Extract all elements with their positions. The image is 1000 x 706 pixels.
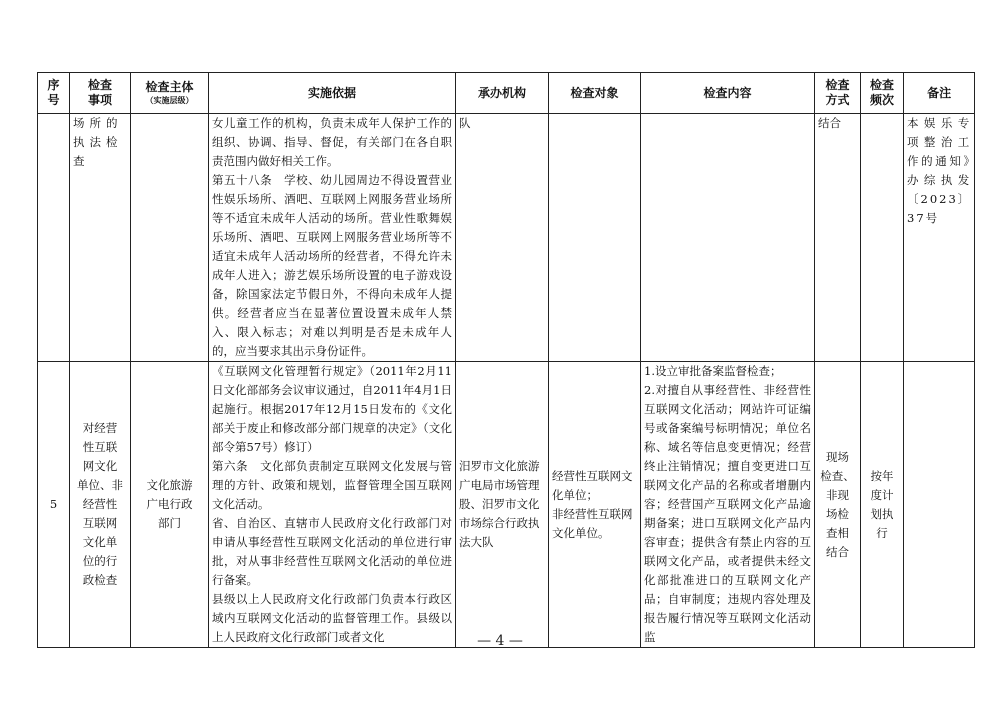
- header-frequency: 检查 频次: [861, 73, 904, 114]
- header-subject-sub: （实施层级）: [145, 95, 194, 105]
- header-item: 检查 事项: [70, 73, 131, 114]
- cell-note: 本娱乐专项整治工作的通知》办综执发〔2023〕37号: [904, 114, 975, 362]
- cell-seq: 5: [38, 362, 70, 648]
- table-header-row: [38, 73, 975, 114]
- cell-agency: 队: [456, 114, 549, 362]
- header-content: 检查内容: [641, 73, 815, 114]
- cell-method: 现场 检查、 非现 场检 查相 结合: [815, 362, 861, 648]
- cell-subject: 文化旅游 广电行政 部门: [131, 362, 209, 648]
- cell-frequency: 按年 度计 划执 行: [861, 362, 904, 648]
- cell-frequency: [861, 114, 904, 362]
- cell-basis: 女儿童工作的机构，负责未成年人保护工作的组织、协调、指导、督促，有关部门在各自职责范围内做好相关工作。 第五十八条 学校、幼儿园周边不得设置营业性娱乐场所、酒吧、互联网上网服务营业场所等不适宜未成年人活动的场所。营业性歌舞娱乐场所、酒吧、互联网上网服务营业场所等不适宜未成年人活动场所的经营者，不得允许未成年人进入；游艺娱乐场所设置的电子游戏设备，除国家法定节假日外，不得向未成年人提供。经营者应当在显著位置设置未成年人禁入、限入标志；对难以判明是否是未成年人的，应当要求其出示身份证件。: [209, 114, 456, 362]
- cell-item: 场所的 执法检 查: [70, 114, 131, 362]
- cell-method: 结合: [815, 114, 861, 362]
- header-agency: 承办机构: [456, 73, 549, 114]
- cell-item: 对经营 性互联 网文化 单位、非 经营性 互联网 文化单 位的行 政检查: [70, 362, 131, 648]
- header-basis: 实施依据: [209, 73, 456, 114]
- header-subject: 检查主体 （实施层级）: [131, 73, 209, 114]
- header-target: 检查对象: [549, 73, 641, 114]
- cell-seq: [38, 114, 70, 362]
- header-method: 检查 方式: [815, 73, 861, 114]
- table-row: [38, 114, 975, 362]
- cell-content: 1.设立审批备案监督检查； 2.对擅自从事经营性、非经营性互联网文化活动；网站许可证编号或备案编号标明情况；单位名称、域名等信息变更情况；经营终止注销情况；擅自变更进口互联网文化产品的名称或者增删内容；经营国产互联网文化产品逾期备案；进口互联网文化产品内容审查；提供含有禁止内容的互联网文化产品，或者提供未经文化部批准进口的互联网文化产品；自审制度；违规内容处理及报告履行情况等互联网文化活动监: [641, 362, 815, 648]
- inspection-table: [37, 72, 975, 648]
- header-note: 备注: [904, 73, 975, 114]
- page-number: — 4 —: [477, 633, 523, 649]
- header-seq: 序 号: [38, 73, 70, 114]
- cell-target: [549, 114, 641, 362]
- cell-target: 经营性互联网文化单位； 非经营性互联网文化单位。: [549, 362, 641, 648]
- cell-subject: [131, 114, 209, 362]
- cell-content: [641, 114, 815, 362]
- cell-agency: 汨罗市文化旅游广电局市场管理股、汨罗市文化市场综合行政执法大队: [456, 362, 549, 648]
- table-row: [38, 362, 975, 648]
- cell-note: [904, 362, 975, 648]
- cell-basis: 《互联网文化管理暂行规定》（2011年2月11日文化部部务会议审议通过，自2011年4月1日起施行。根据2017年12月15日发布的《文化部关于废止和修改部分部门规章的决定》（文化部令第57号）修订） 第六条 文化部负责制定互联网文化发展与管理的方针、政策和规划，监督管理全国互联网文化活动。 省、自治区、直辖市人民政府文化行政部门对申请从事经营性互联网文化活动的单位进行审批，对从事非经营性互联网文化活动的单位进行备案。 县级以上人民政府文化行政部门负责本行政区域内互联网文化活动的监督管理工作。县级以上人民政府文化行政部门或者文化: [209, 362, 456, 648]
